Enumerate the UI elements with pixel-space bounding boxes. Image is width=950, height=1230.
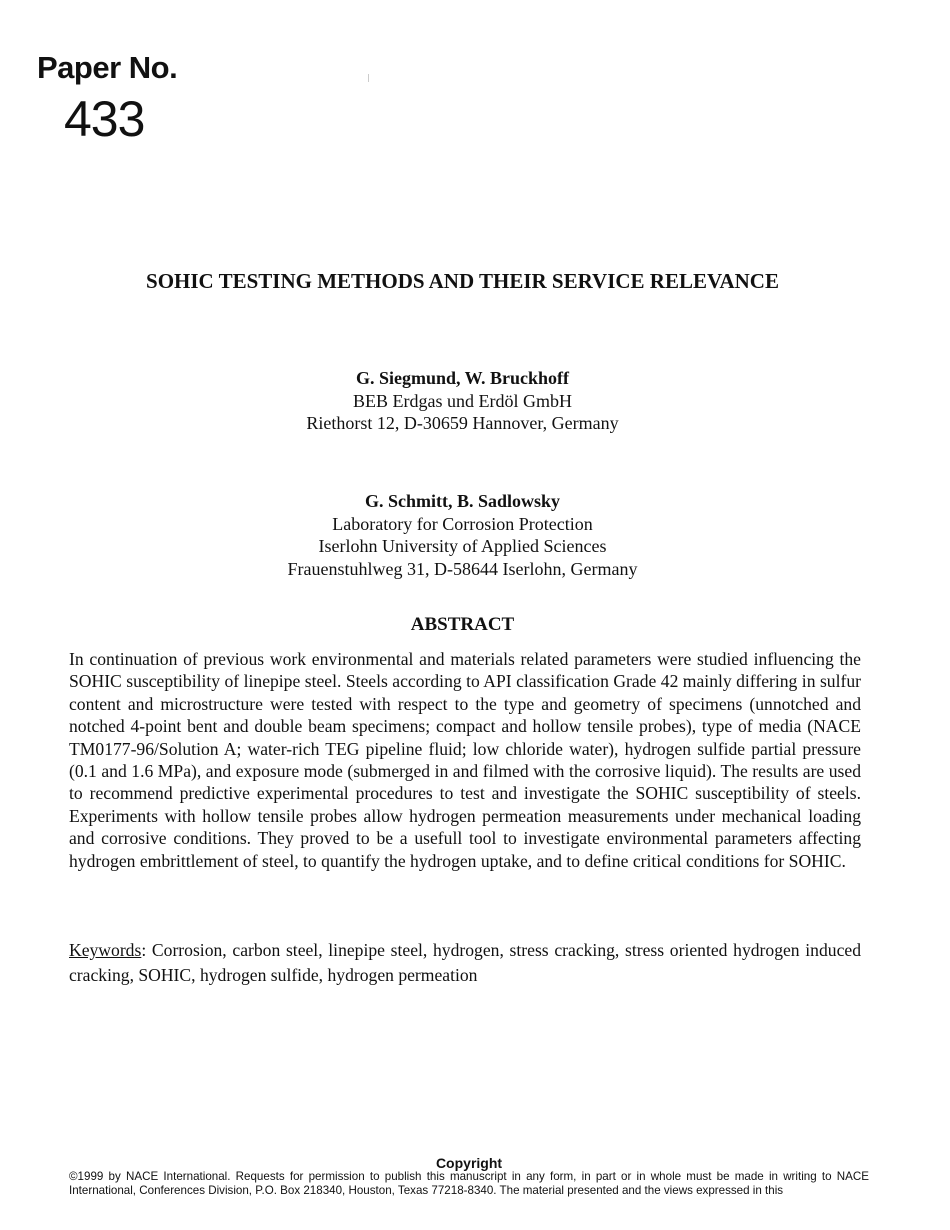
affiliation-line: Iserlohn University of Applied Sciences: [318, 536, 607, 556]
affiliation-line: BEB Erdgas und Erdöl GmbH: [353, 390, 572, 411]
author-names: G. Schmitt, B. Sadlowsky: [364, 491, 561, 511]
abstract-text: In continuation of previous work environmental and materials related parameters were studied influencing the SOHIC susceptibility of linepipe steel. Steels according to API classification Grade 42 mainly differing in sulfur content and microstructure were tested with respect to the type and geometry of specimens (unnotched and notched 4-point bent and double beam specimens; compact and hollow tensile probes), type of media (NACE TM0177-96/Solution A; water-rich TEG pipeline fluid; low chloride water), hydrogen sulfide partial pressure (0.1 and 1.6 MPa), and exposure mode (submerged in and filmed with the corrosive liquid). The results are used to recommend predictive experimental procedures to test and investigate the SOHIC susceptibility of steels. Experiments with hollow tensile probes allow hydrogen permeation measurements under mechanical loading and corrosive conditions. They proved to be a usefull tool to investigate environmental parameters affecting hydrogen embrittlement of steel, to quantify the hydrogen uptake, and to define critical conditions for SOHIC.: [69, 649, 861, 871]
copyright-text: ©1999 by NACE International. Requests for permission to publish this manuscript in any form, in part or in whole must be made in writing to NACE International, Conferences Division, P.O. Box 218340, Houston, Texas 77218-8340. The material presented and the views expressed in this: [69, 1170, 869, 1197]
abstract-heading: ABSTRACT: [410, 614, 515, 635]
author-block-2: [0, 490, 925, 580]
author-names: G. Siegmund, W. Bruckhoff: [355, 368, 570, 388]
paper-number: 433: [64, 91, 145, 147]
copyright-heading: Copyright: [435, 1155, 503, 1171]
affiliation-line: Riethorst 12, D-30659 Hannover, Germany: [306, 413, 619, 433]
paper-label: Paper No.: [37, 50, 178, 85]
keywords-paragraph: [69, 938, 861, 988]
keywords-text: Corrosion, carbon steel, linepipe steel, hydrogen, stress cracking, stress oriented hydrogen induced cracking, SOHIC, hydrogen sulfide, hydrogen permeation: [69, 940, 861, 985]
keywords-separator: :: [141, 940, 147, 960]
author-block-1: [0, 367, 925, 435]
keywords-label: Keywords: [69, 940, 142, 960]
scan-speck: [368, 74, 369, 82]
paper-title: SOHIC TESTING METHODS AND THEIR SERVICE RELEVANCE: [146, 269, 779, 293]
affiliation-line: Laboratory for Corrosion Protection: [332, 513, 593, 534]
affiliation-line: Frauenstuhlweg 31, D-58644 Iserlohn, Germany: [287, 558, 638, 579]
